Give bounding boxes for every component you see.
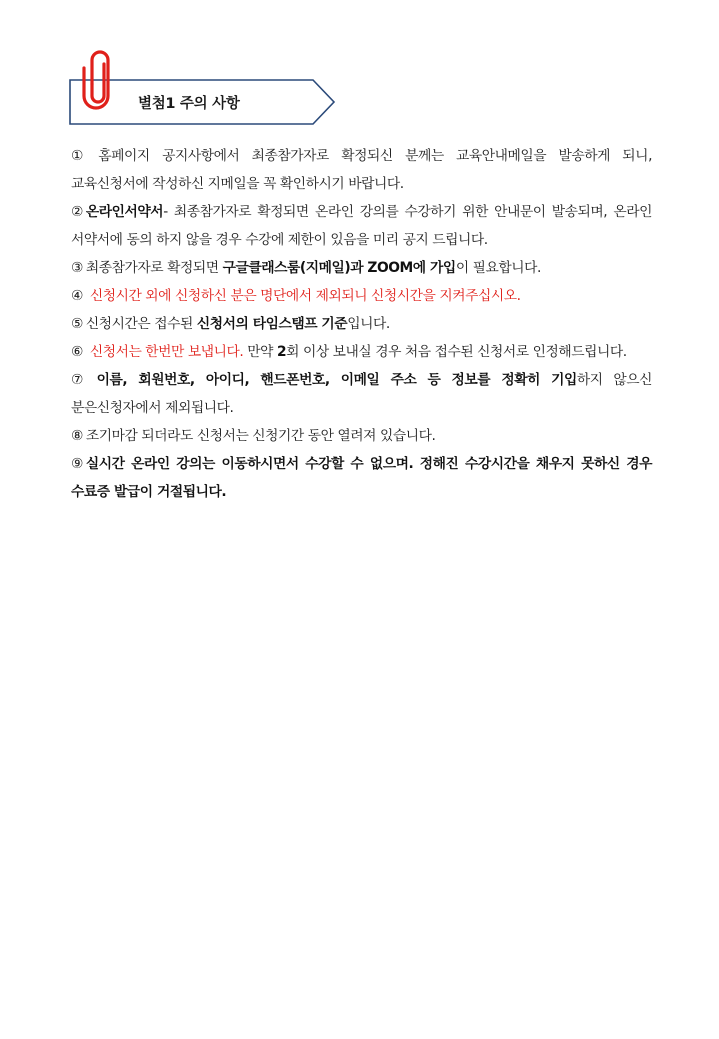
note-emphasis: 2: [276, 344, 287, 360]
note-text: 신청시간은 접수된: [85, 316, 197, 332]
note-3: [71, 254, 652, 282]
note-text-tail: 하지 않으신 분은신청자에서 제외됩니다.: [71, 372, 653, 416]
note-marker: ①: [71, 148, 83, 164]
note-warning-text: 신청시간 외에 신청하신 분은 명단에서 제외되니 신청시간을 지켜주십시오.: [89, 288, 521, 304]
note-marker: ②: [71, 204, 83, 220]
note-warning-text: 신청서는 한번만 보냅니다.: [89, 344, 244, 360]
note-text-tail: 이 필요합니다.: [455, 260, 541, 276]
note-marker: ④: [71, 288, 83, 304]
note-7: [71, 366, 652, 422]
note-marker: ⑧: [71, 428, 83, 444]
note-marker: ⑨: [71, 456, 83, 472]
note-emphasis: 구글클래스룸(지메일)과 ZOOM에 가입: [222, 260, 456, 276]
paperclip-icon: [82, 50, 118, 112]
note-text-tail: 회 이상 보내실 경우 처음 접수된 신청서로 인정해드립니다.: [286, 344, 627, 360]
note-4: [71, 282, 652, 310]
note-marker: ⑤: [71, 316, 83, 332]
note-8: [71, 422, 652, 450]
note-emphasis: 온라인서약서: [85, 204, 164, 220]
note-marker: ③: [71, 260, 83, 276]
note-text: 만약: [243, 344, 277, 360]
note-emphasis: 이름, 회원번호, 아이디, 핸드폰번호, 이메일 주소 등 정보를 정확히 기입: [96, 372, 577, 388]
note-9: [71, 450, 652, 506]
note-marker: ⑦: [71, 372, 83, 388]
header-title: 별첨1 주의 사항: [138, 96, 240, 112]
note-emphasis: 신청서의 타임스탬프 기준: [196, 316, 348, 332]
note-text: - 최종참가자로 확정되면 온라인 강의를 수강하기 위한 안내문이 발송되며, 온라인 서약서에 동의 하지 않을 경우 수강에 제한이 있음을 미리 공지 드립니다.: [71, 204, 652, 248]
note-emphasis: 실시간 온라인 강의는 이동하시면서 수강할 수 없으며. 정해진 수강시간을 채우지 못하신 경우 수료증 발급이 거절됩니다.: [71, 456, 652, 500]
note-text-tail: 입니다.: [347, 316, 390, 332]
note-text: 홈페이지 공지사항에서 최종참가자로 확정되신 분께는 교육안내메일을 발송하게 되니, 교육신청서에 작성하신 지메일을 꼭 확인하시기 바랍니다.: [71, 148, 652, 192]
note-text: 최종참가자로 확정되면: [85, 260, 223, 276]
note-1: [71, 142, 652, 198]
notes-list: [71, 142, 652, 506]
note-6: [71, 338, 652, 366]
note-5: [71, 310, 652, 338]
note-marker: ⑥: [71, 344, 83, 360]
note-text: 조기마감 되더라도 신청서는 신청기간 동안 열려져 있습니다.: [85, 428, 436, 444]
note-2: [71, 198, 652, 254]
